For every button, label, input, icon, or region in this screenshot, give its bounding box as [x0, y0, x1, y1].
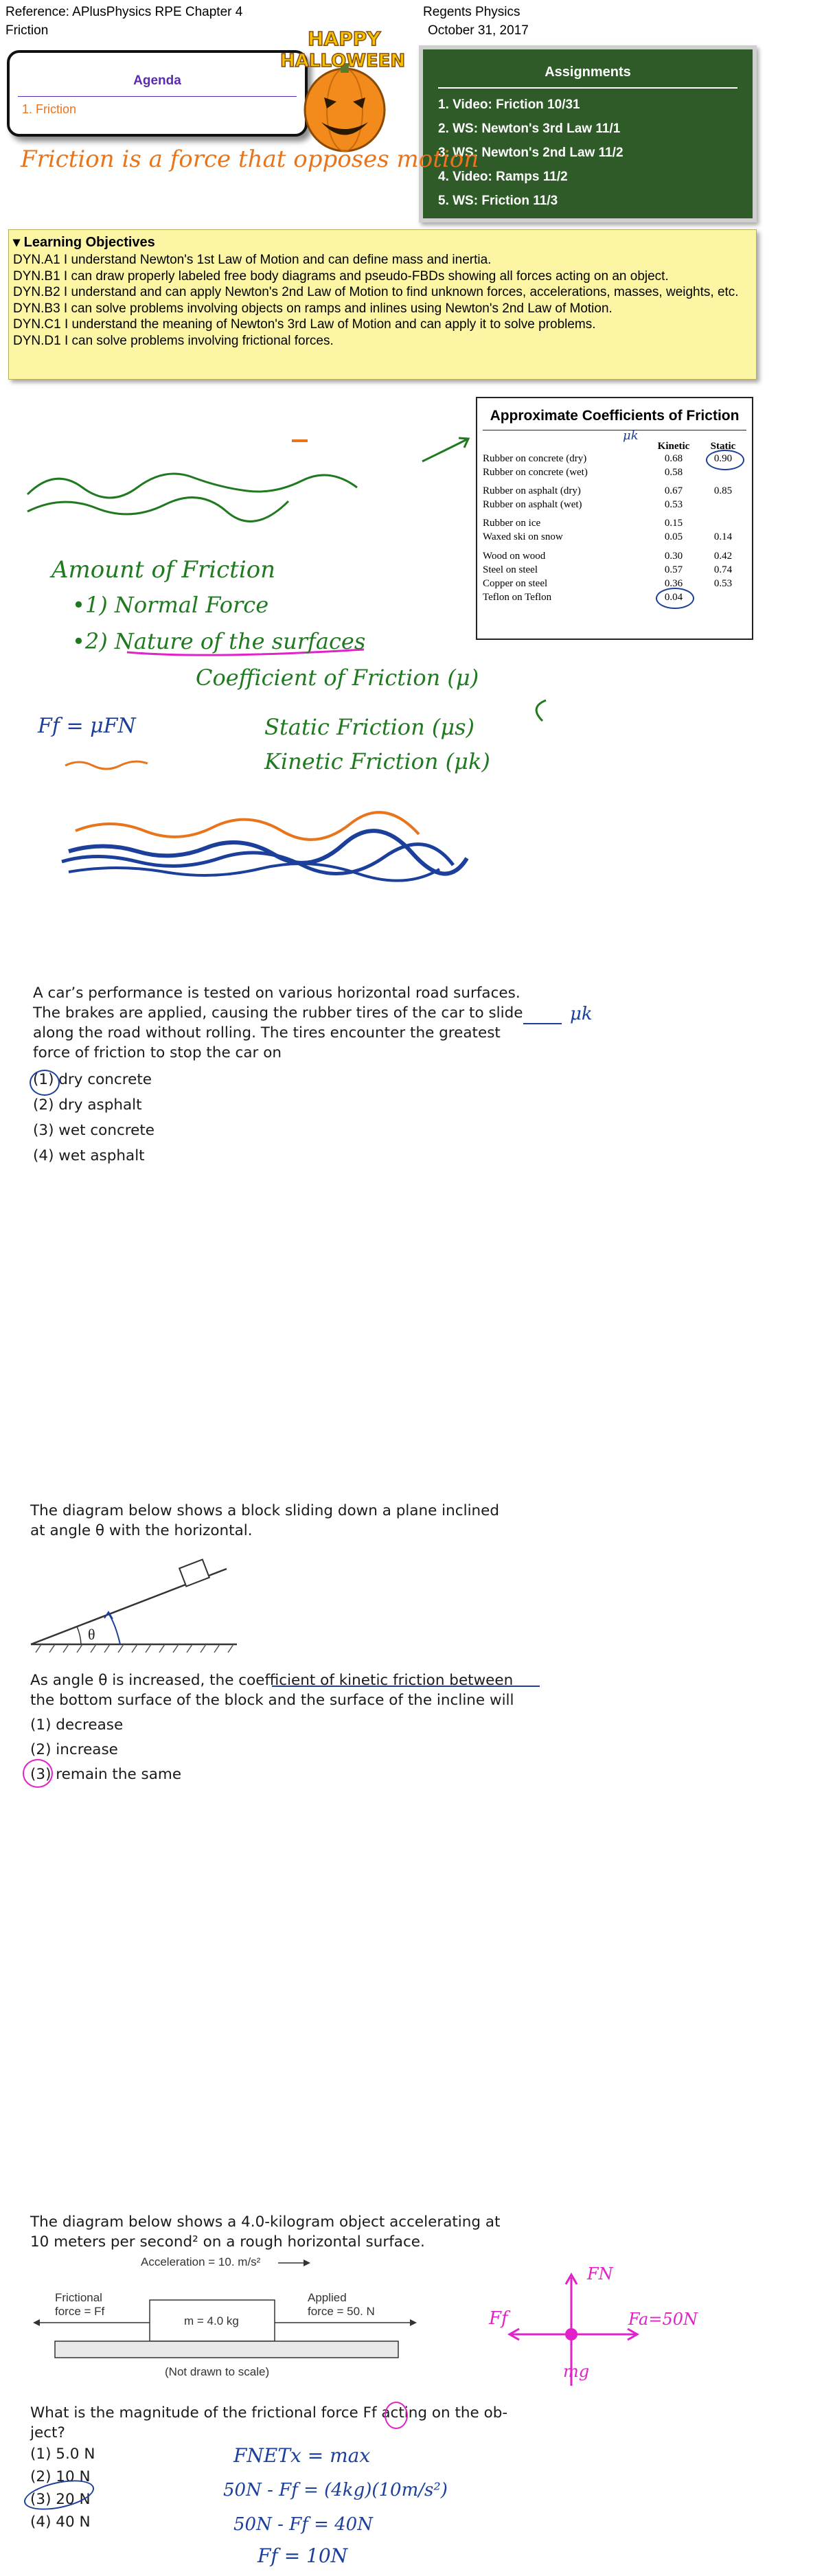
question3-line: What is the magnitude of the frictional force Ff acting on the ob- [30, 2404, 508, 2422]
applied-force-label: Applied [308, 2291, 347, 2304]
course-text: Regents Physics [423, 5, 520, 19]
objective-item: DYN.B1 I can draw properly labeled free body diagrams and pseudo-FBDs showing all forces acting on an object. [13, 268, 669, 284]
applied-force-value: force = 50. N [308, 2305, 375, 2318]
learning-objectives-title: Learning Objectives [23, 235, 155, 250]
friction-formula-note: Ff = μFN [38, 714, 136, 738]
work-step: 50N - Ff = (4kg)(10m/s²) [223, 2480, 448, 2500]
acceleration-label: Acceleration = 10. m/s² [141, 2255, 261, 2268]
amount-of-friction-note: Amount of Friction [52, 556, 276, 584]
coefficients-table [476, 397, 753, 640]
angle-annotation-arrow [108, 1613, 120, 1644]
question2-choice[interactable]: (1) decrease [30, 1716, 124, 1734]
teflon-value-circle [656, 588, 694, 609]
agenda-divider [18, 96, 297, 97]
green-curl-mark [536, 700, 546, 721]
applied-arrowhead [410, 2319, 417, 2326]
angle-arc [77, 1626, 81, 1644]
friction-definition: Friction is a force that opposes motion [21, 146, 479, 173]
objective-item: DYN.C1 I understand the meaning of Newton's 3rd Law of Motion and can apply it to solve problems. [13, 317, 596, 332]
table-row: Copper on steel 0.36 0.53 [483, 578, 733, 589]
question2-choice[interactable]: (2) increase [30, 1741, 118, 1758]
answer-circle [23, 1759, 53, 1788]
table-row: Rubber on ice 0.15 [483, 518, 683, 529]
rough-surface [55, 2341, 398, 2358]
objective-item: DYN.B3 I can solve problems involving objects on ramps and inlines using Newton's 2nd Law of Motion. [13, 301, 613, 316]
question2-line: As angle θ is increased, the coefficient of kinetic friction between [30, 1672, 514, 1689]
question1-line: The brakes are applied, causing the rubber tires of the car to slide [33, 1004, 523, 1022]
not-to-scale-note: (Not drawn to scale) [165, 2365, 270, 2378]
mu-k-mark: μk [570, 1004, 593, 1024]
coefficient-note: Coefficient of Friction (μ) [196, 665, 479, 691]
assignment-item: 4. Video: Ramps 11/2 [438, 170, 568, 184]
mu-k-table-mark: μk [623, 428, 639, 443]
work-step: FNETx = max [233, 2444, 371, 2467]
green-wavy-line [27, 474, 357, 498]
slide-underline [523, 1023, 562, 1024]
blue-wavy-line [69, 864, 439, 881]
orange-wavy-line [65, 761, 148, 769]
static-friction-note: Static Friction (μs) [264, 714, 475, 740]
sliding-block [179, 1559, 209, 1586]
question1-choice[interactable]: (1) dry concrete [33, 1071, 152, 1088]
green-arrow-mark [422, 439, 467, 461]
fbd-weight-label: mg [563, 2362, 590, 2381]
assignments-title: Assignments [545, 65, 631, 80]
learning-objectives-header[interactable] [9, 230, 756, 252]
table-row: Rubber on concrete (wet) 0.58 [483, 467, 683, 478]
coefficient-strike-line [272, 1686, 540, 1687]
table-row: Rubber on asphalt (dry) 0.67 0.85 [483, 485, 733, 496]
question1-choice[interactable]: (3) wet concrete [33, 1122, 155, 1139]
nature-of-surfaces-note: •2) Nature of the surfaces [72, 628, 366, 654]
question2-choice[interactable]: (3) remain the same [30, 1766, 182, 1783]
question3-intro-line: 10 meters per second² on a rough horizontal surface. [30, 2233, 425, 2251]
question3-line: ject? [30, 2424, 65, 2441]
green-wavy-line [27, 498, 288, 522]
ff-circle-mark [385, 2402, 408, 2429]
question2-intro-line: The diagram below shows a block sliding down a plane inclined [30, 1502, 500, 1519]
reference-text: Reference: APlusPhysics RPE Chapter 4 [5, 5, 243, 19]
halloween-art [268, 21, 419, 158]
halloween-line2: HALLOWEEN [280, 51, 406, 71]
question2-block [30, 1670, 648, 1787]
table-row: Teflon on Teflon 0.04 [483, 592, 683, 603]
assignments-divider [438, 87, 737, 89]
question1-line: force of friction to stop the car on [33, 1044, 282, 1061]
question3-choice[interactable]: (2) 10 N [30, 2468, 91, 2485]
collapse-triangle-icon[interactable]: ▾ [13, 235, 24, 250]
objective-item: DYN.B2 I understand and can apply Newton's 2nd Law of Motion to find unknown forces, accelerations, masses, weights, etc. [13, 285, 739, 299]
incline-diagram [27, 1548, 254, 1665]
orange-wavy-line [76, 812, 419, 840]
question1-choice[interactable]: (4) wet asphalt [33, 1147, 145, 1164]
static-column-header: Static [710, 441, 736, 452]
static-value-circle [706, 450, 744, 470]
frictional-force-label: Frictional [55, 2291, 102, 2304]
assignments-board [419, 45, 757, 222]
kinetic-friction-note: Kinetic Friction (μk) [264, 748, 490, 774]
question3-intro [30, 2212, 648, 2252]
work-step: Ff = 10N [258, 2544, 348, 2567]
question1-line: along the road without rolling. The tires encounter the greatest [33, 1024, 501, 1042]
question3-intro-line: The diagram below shows a 4.0-kilogram object accelerating at [30, 2213, 501, 2231]
date-text: October 31, 2017 [428, 23, 529, 38]
assignment-item: 5. WS: Friction 11/3 [438, 194, 558, 208]
agenda-box [7, 50, 308, 137]
table-header-row [483, 441, 746, 455]
table-row: Rubber on asphalt (wet) 0.53 [483, 499, 683, 510]
question3-choice[interactable]: (3) 20 N [30, 2491, 91, 2508]
coefficients-table-title: Approximate Coefficients of Friction [490, 408, 740, 424]
table-row: Waxed ski on snow 0.05 0.14 [483, 531, 733, 542]
table-row: Wood on wood 0.30 0.42 [483, 551, 733, 562]
learning-objectives-panel [8, 229, 757, 380]
question1-choice[interactable]: (2) dry asphalt [33, 1096, 142, 1114]
theta-label: θ [88, 1626, 95, 1643]
force-diagram [27, 2255, 439, 2393]
halloween-line1: HAPPY [308, 27, 381, 50]
friction-arrowhead [33, 2319, 40, 2326]
frictional-force-value: force = Ff [55, 2305, 105, 2318]
topic-text: Friction [5, 23, 49, 38]
table-row: Steel on steel 0.57 0.74 [483, 564, 733, 575]
fbd-friction-label: Ff [489, 2308, 508, 2329]
question2-intro-line: at angle θ with the horizontal. [30, 1522, 253, 1539]
agenda-title: Agenda [133, 73, 181, 88]
kinetic-column-header: Kinetic [657, 441, 690, 452]
normal-force-note: •1) Normal Force [72, 592, 269, 618]
question2-line: the bottom surface of the block and the surface of the incline will [30, 1692, 514, 1709]
mass-label: m = 4.0 kg [184, 2314, 239, 2327]
acceleration-arrowhead [304, 2259, 310, 2266]
assignment-item: 1. Video: Friction 10/31 [438, 97, 580, 112]
ground-hatching [36, 1644, 233, 1653]
question1-block [33, 983, 651, 1169]
question1-line: A car’s performance is tested on various horizontal road surfaces. [33, 985, 520, 1002]
work-step: 50N - Ff = 40N [233, 2514, 373, 2535]
assignment-item: 3. WS: Newton's 2nd Law 11/2 [438, 146, 623, 160]
table-row: Rubber on concrete (dry) 0.68 0.90 [483, 453, 733, 464]
objective-item: DYN.D1 I can solve problems involving frictional forces. [13, 333, 334, 348]
agenda-item: 1. Friction [22, 102, 77, 116]
answer-circle [30, 1070, 60, 1096]
question3-choice[interactable]: (4) 40 N [30, 2514, 91, 2531]
question3-choice[interactable]: (1) 5.0 N [30, 2446, 95, 2463]
question2-intro [30, 1501, 648, 1541]
fbd-normal-label: FN [587, 2264, 613, 2284]
fbd-applied-label: Fa=50N [628, 2310, 698, 2329]
objective-item: DYN.A1 I understand Newton's 1st Law of Motion and can define mass and inertia. [13, 253, 492, 267]
assignment-item: 2. WS: Newton's 3rd Law 11/1 [438, 122, 621, 136]
